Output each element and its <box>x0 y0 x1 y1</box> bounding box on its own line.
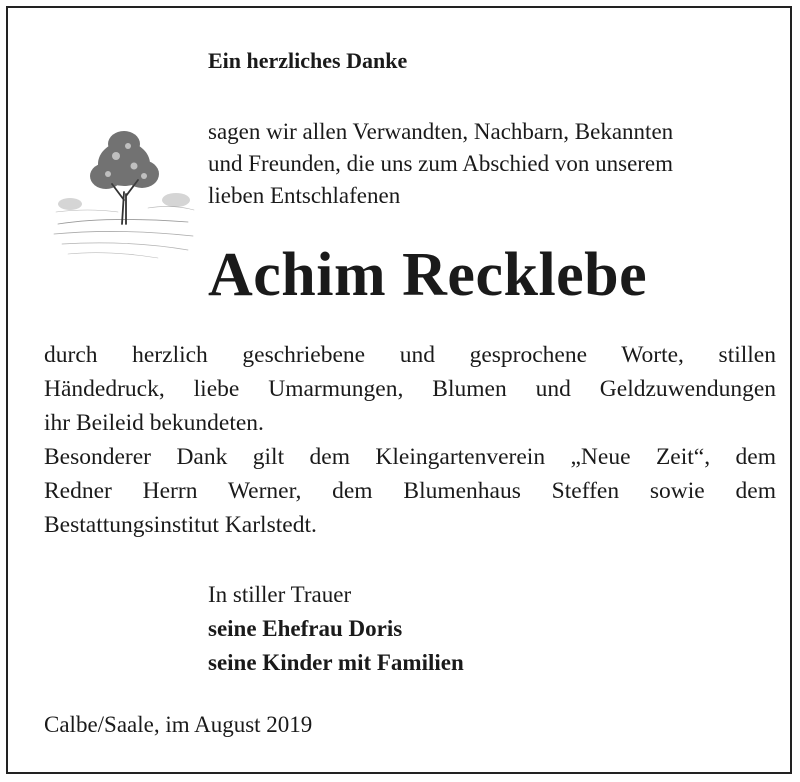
signature-intro: In stiller Trauer <box>208 582 352 607</box>
deceased-name: Achim Recklebe <box>208 241 648 309</box>
body-line: durch herzlich geschriebene und gesprochene Worte, stillen <box>44 342 776 368</box>
intro-text <box>208 116 673 212</box>
intro-line: sagen wir allen Verwandten, Nachbarn, Bekannten <box>208 119 674 144</box>
thanks-body <box>44 338 776 542</box>
intro-line: lieben Entschlafenen <box>208 183 401 208</box>
intro-line: und Freunden, die uns zum Abschied von unserem <box>208 151 674 176</box>
signature-spouse: seine Ehefrau Doris <box>208 616 403 641</box>
signature-block <box>208 578 464 680</box>
body-line: Händedruck, liebe Umarmungen, Blumen und Geldzuwendungen <box>44 376 776 402</box>
body-line: Redner Herrn Werner, dem Blumenhaus Steffen sowie dem <box>44 478 776 504</box>
notice-heading: Ein herzliches Danke <box>208 48 408 73</box>
notice-frame <box>6 6 792 774</box>
body-line: ihr Beileid bekundeten. <box>44 410 264 436</box>
body-line: Besonderer Dank gilt dem Kleingartenverein „Neue Zeit“, dem <box>44 444 776 470</box>
place-date: Calbe/Saale, im August 2019 <box>44 712 313 737</box>
body-line: Bestattungsinstitut Karlstedt. <box>44 512 317 538</box>
signature-children: seine Kinder mit Familien <box>208 650 464 675</box>
tree-landscape-sketch-icon <box>48 104 198 260</box>
